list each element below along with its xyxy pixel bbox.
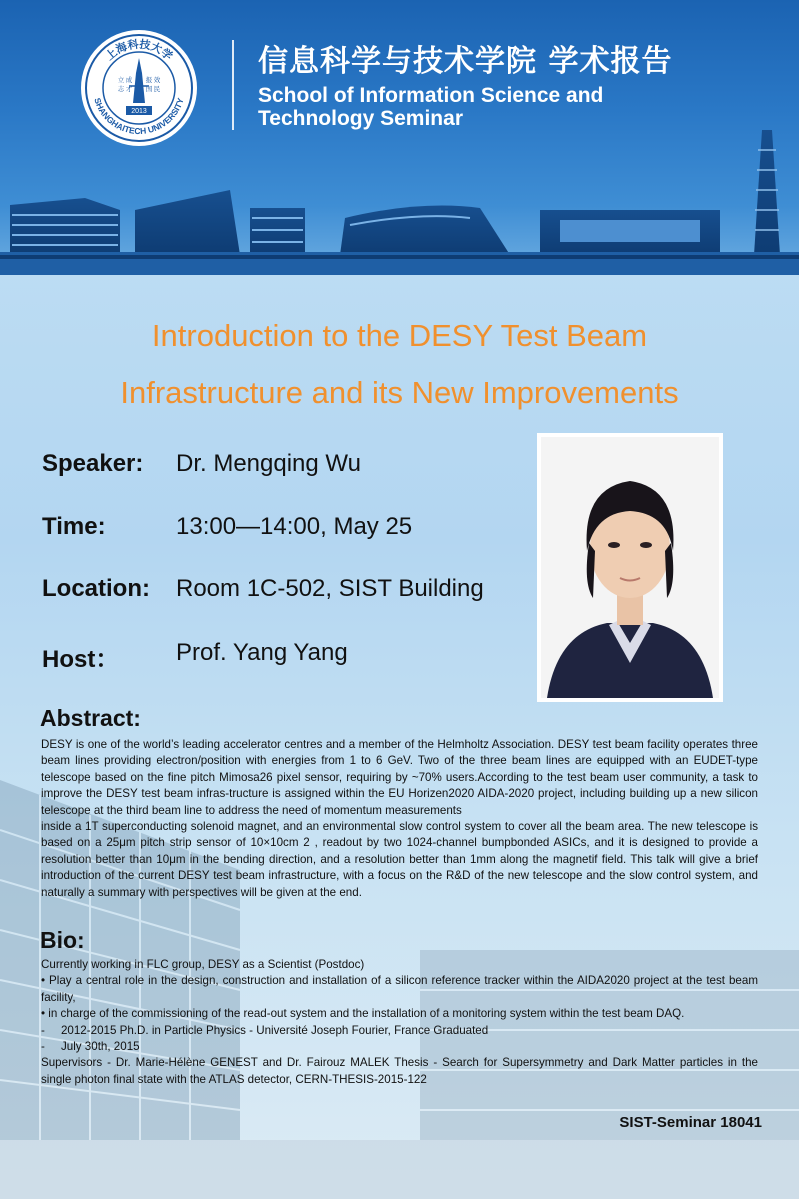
svg-text:国: 国 [145,85,153,93]
seminar-id: SIST-Seminar 18041 [619,1114,762,1131]
svg-text:SHANGHAITECH UNIVERSITY: SHANGHAITECH UNIVERSITY [92,96,186,137]
svg-text:上海科技大学: 上海科技大学 [102,37,176,63]
svg-text:报: 报 [145,76,153,84]
svg-text:效: 效 [153,76,161,84]
abstract-paragraph: DESY is one of the world’s leading accelerator centres and a member of the Helmholtz Association. DESY test beam facility operates three beam lines providing electron/position with energies from 1 to 6 GeV. Two of the three beam lines are equipped with an EUDET-type telescope based on the fine pitch Mimosa26 pixel sensor, requiring by ~70% users.According to the test beam user community, a task to improve the DESY test beam infras-tructure is assigned within the EU Horizen2020 AIDA-2020 project, including building up a new silicon telescope at the third beam line to address the need of momentum measurements [41,738,758,817]
bio-heading: Bio: [40,927,85,953]
university-logo [79,28,199,148]
location-value: Room 1C-502, SIST Building [176,575,484,602]
abstract-heading: Abstract: [40,705,141,731]
time-label: Time: [42,513,106,540]
school-title-chinese: 信息科学与技术学院 学术报告 [258,44,673,79]
talk-title-line1: Introduction to the DESY Test Beam [151,318,648,353]
time-value: 13:00—14:00, May 25 [176,513,413,540]
speaker-label: Speaker: [42,450,144,477]
svg-text:成: 成 [125,76,133,84]
bio-line: - 2012-2015 Ph.D. in Particle Physics - Université Joseph Fourier, France Graduated [41,1023,489,1037]
speaker-photo [537,433,723,702]
svg-text:立: 立 [117,76,125,84]
bio-line: • in charge of the commissioning of the read-out system and the installation of a monitoring system within the test beam DAQ. [41,1007,685,1021]
bio-line: • Play a central role in the design, construction and installation of a silicon reference tracker within the AIDA2020 project at the test beam facility, [41,974,758,1004]
svg-text:才: 才 [125,85,133,93]
school-title-english-line2: Technology Seminar [258,107,463,130]
host-value: Prof. Yang Yang [176,639,348,666]
svg-text:志: 志 [117,85,125,93]
bio-line: Supervisors - Dr. Marie-Hélène GENEST and Dr. Fairouz MALEK Thesis - Search for Supersymmetry and Dark Matter particles in the single photon final state with the ATLAS detector, CERN-THESIS-2015-122 [41,1056,758,1086]
abstract-paragraph: inside a 1T superconducting solenoid magnet, and an environmental slow control system to cover all the beam area. The new telescope is based on a 25μm pitch strip sensor of 10×10cm 2 , readout by two 1024-channel bumpbonded ASICs, and it is designed to provide a resolution better than 10μm in the bending direction, and a resolution better than 1mm along the magnetif field. This talk will give a brief introduction of the current DESY test beam infrastructure, with a focus on the R&D of the new telescope and the slow control system, and naturally a summary with perspectives will be given at the end. [41,820,758,899]
svg-text:2013: 2013 [131,108,147,115]
header-divider [232,40,234,130]
host-label: Host： [42,646,120,673]
svg-text:民: 民 [153,85,161,93]
bio-line: - July 30th, 2015 [41,1040,140,1054]
talk-title-line2: Infrastructure and its New Improvements [120,375,679,410]
school-title-english-line1: School of Information Science and [258,84,604,107]
speaker-value: Dr. Mengqing Wu [176,450,361,477]
abstract-body [41,737,758,901]
campus-skyline-image [0,130,799,275]
header-banner [0,0,799,275]
bio-line: Currently working in FLC group, DESY as a Scientist (Postdoc) [41,958,365,971]
location-label: Location: [42,575,150,602]
bio-body [41,957,758,1088]
